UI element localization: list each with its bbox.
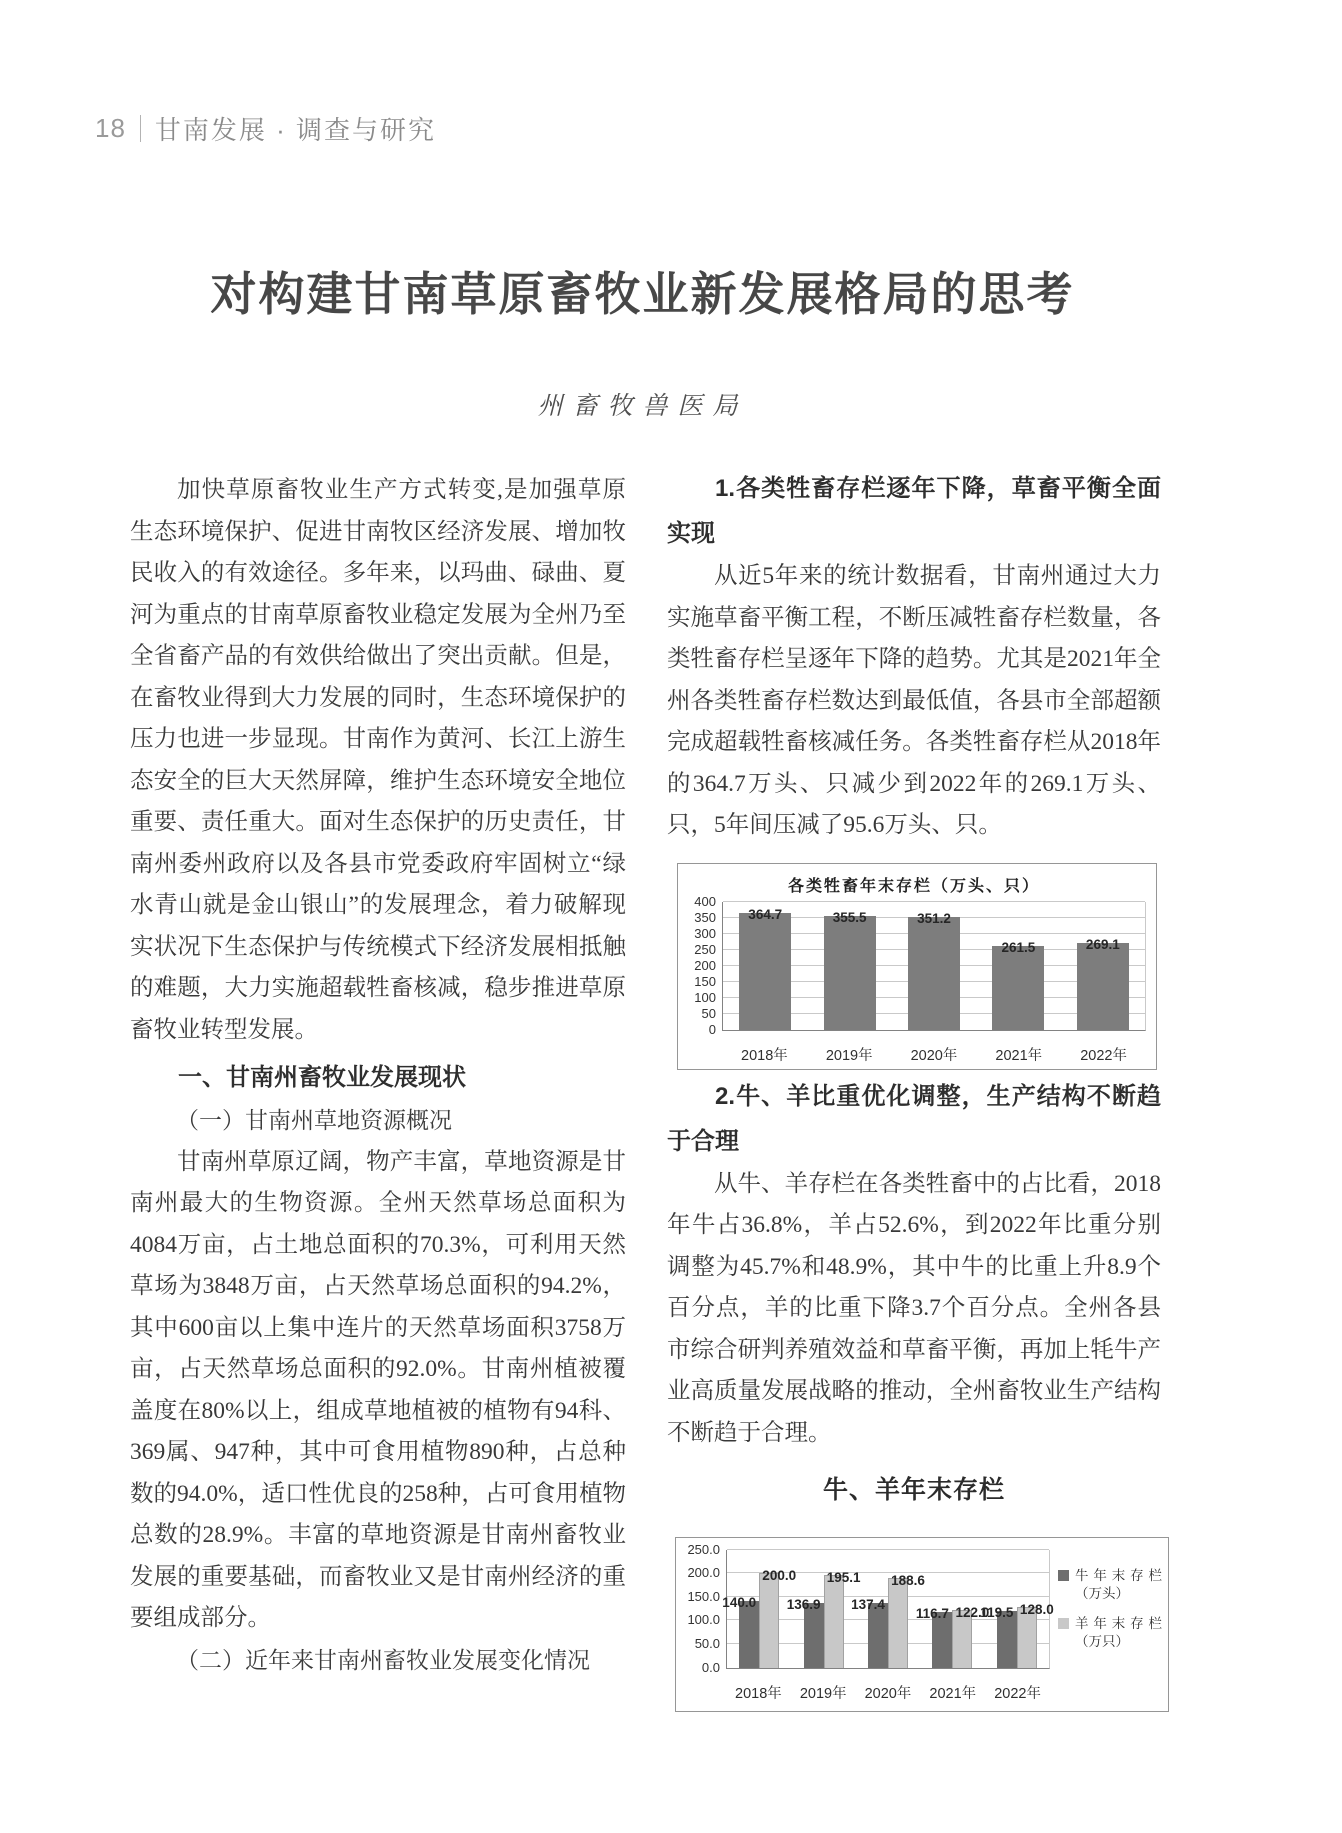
numbered-heading-1: 1.各类牲畜存栏逐年下降，草畜平衡全面实现	[667, 475, 1161, 547]
category-cell	[980, 1550, 1054, 1668]
category-cell	[1061, 902, 1145, 1030]
bar-value-label: 116.7	[915, 1606, 949, 1622]
y-axis-tick-label: 150	[694, 973, 716, 989]
x-axis	[722, 1031, 1146, 1078]
legend-item	[1058, 1615, 1162, 1651]
category-cell	[722, 1550, 797, 1668]
x-axis-label: 2019年	[799, 1685, 847, 1702]
y-axis-tick-label: 200	[694, 957, 716, 973]
bar	[980, 1605, 1017, 1667]
bar-value-label: 128.0	[1019, 1602, 1054, 1618]
cattle-sheep-bar-chart	[675, 1537, 1169, 1712]
paragraph: 甘南州草原辽阔，物产丰富，草地资源是甘南州最大的生物资源。全州天然草场总面积为4084万亩，占土地总面积的70.3%，可利用天然草场为3848万亩，占天然草场总面积的94.2%，其中600亩以上集中连片的天然草场面积3758万亩，占天然草场总面积的92.0%。甘南州植被覆盖度在80%以上，组成草地植被的植物有94科、369属、947种，其中可食用植物890种，占总种数的94.0%，适口性优良的258种，占可食用植物总数的28.9%。丰富的草地资源是甘南州畜牧业发展的重要基础，而畜牧业又是甘南州经济的重要组成部分。	[130, 1148, 626, 1631]
bar-value-label: 188.6	[891, 1573, 925, 1589]
bar	[739, 906, 791, 1030]
chart-plot-region	[680, 1541, 1162, 1675]
y-axis-tick-label: 400	[694, 893, 716, 909]
article-title: 对构建甘南草原畜牧业新发展格局的思考	[210, 269, 1075, 320]
bar-value-label: 122.0	[955, 1604, 990, 1620]
y-axis-tick-label: 50	[701, 1005, 716, 1021]
legend-label: 羊年末存栏（万只）	[1075, 1616, 1162, 1649]
legend-item	[1058, 1567, 1162, 1603]
category-cell	[892, 902, 976, 1030]
left-column	[130, 462, 626, 1681]
bar	[851, 1596, 888, 1668]
bar-value-label: 137.4	[851, 1596, 885, 1612]
paragraph: 加快草原畜牧业生产方式转变,是加强草原生态环境保护、促进甘南牧区经济发展、增加牧民收入的有效途径。多年来，以玛曲、碌曲、夏河为重点的甘南草原畜牧业稳定发展为全州乃至全省畜产品的有效供给做出了突出贡献。但是，在畜牧业得到大力发展的同时，生态环境保护的压力也进一步显现。甘南作为黄河、长江上游生态安全的巨大天然屏障，维护生态环境安全地位重要、责任重大。面对生态保护的历史责任，甘南州委州政府以及各县市党委政府牢固树立“绿水青山就是金山银山”的发展理念，着力破解现实状况下生态保护与传统模式下经济发展相抵触的难题，大力实施超载牲畜核减，稳步推进草原畜牧业转型发展。	[130, 477, 626, 1043]
category-cell	[786, 1550, 861, 1668]
header-divider	[140, 115, 141, 142]
article-author: 州畜牧兽医局	[537, 393, 748, 420]
y-axis-tick-label: 350	[694, 909, 716, 925]
bar-value-label: 119.5	[980, 1605, 1014, 1621]
axis-spacer	[682, 1031, 722, 1078]
x-axis-label: 2020年	[910, 1047, 958, 1064]
x-axis-label: 2022年	[1080, 1047, 1127, 1064]
chart2-heading: 牛、羊年末存栏	[822, 1476, 1005, 1504]
y-axis-tick-label: 200.0	[687, 1565, 720, 1581]
bar-value-label: 364.7	[748, 906, 783, 922]
category-cell	[807, 902, 891, 1030]
livestock-total-bar-chart	[677, 863, 1157, 1070]
y-axis-tick-label: 0.0	[701, 1659, 720, 1675]
bar-value-label: 269.1	[1085, 937, 1120, 953]
y-axis-tick-label: 250	[694, 941, 716, 957]
bar-value-label: 195.1	[826, 1570, 861, 1586]
bar-cells	[722, 1550, 1054, 1668]
bar-value-label: 200.0	[762, 1568, 797, 1584]
x-axis-row	[680, 1669, 1162, 1716]
bar	[992, 939, 1044, 1030]
category-cell	[976, 902, 1060, 1030]
chart-legend	[1050, 1550, 1162, 1669]
category-cell	[915, 1550, 990, 1668]
bar	[759, 1568, 797, 1667]
page-header	[95, 110, 436, 147]
subsection-heading-1: （一）甘南州草地资源概况	[176, 1107, 452, 1133]
x-axis-label: 2019年	[825, 1047, 873, 1064]
bar	[908, 911, 960, 1029]
numbered-heading-2: 2.牛、羊比重优化调整，生产结构不断趋于合理	[667, 1082, 1161, 1155]
x-axis-label: 2018年	[735, 1685, 782, 1702]
journal-name: 甘南发展 · 调查与研究	[154, 115, 437, 145]
category-cell	[851, 1550, 925, 1668]
legend-swatch	[1058, 1570, 1069, 1581]
bar	[722, 1595, 759, 1667]
x-axis-label: 2020年	[864, 1685, 912, 1702]
y-axis	[682, 893, 722, 1037]
plot-area	[722, 902, 1146, 1031]
legend-swatch	[1058, 1618, 1069, 1629]
x-axis-label: 2018年	[741, 1047, 788, 1064]
y-axis-tick-label: 100.0	[687, 1612, 720, 1628]
bar-value-label: 261.5	[1001, 939, 1036, 955]
y-axis-tick-label: 300	[694, 925, 716, 941]
bar-value-label: 355.5	[832, 909, 867, 925]
bar	[1017, 1602, 1054, 1667]
y-axis-tick-label: 150.0	[687, 1588, 720, 1604]
x-axis-row	[682, 1031, 1146, 1078]
bar-cells	[723, 902, 1145, 1030]
x-axis-label: 2021年	[929, 1685, 977, 1702]
legend-spacer	[1050, 1669, 1162, 1716]
paragraph: 从牛、羊存栏在各类牲畜中的占比看，2018年牛占36.8%，羊占52.6%，到2022年比重分别调整为45.7%和48.9%，其中牛的比重上升8.9个百分点，羊的比重下降3.7个百分点。全州各县市综合研判养殖效益和草畜平衡，再加上牦牛产业高质量发展战略的推动，全州畜牧业生产结构不断趋于合理。	[667, 1170, 1161, 1446]
y-axis-tick-label: 0	[708, 1021, 716, 1037]
paragraph: 从近5年来的统计数据看，甘南州通过大力实施草畜平衡工程，不断压减牲畜存栏数量，各类牲畜存栏呈逐年下降的趋势。尤其是2021年全州各类牲畜存栏数达到最低值，各县市全部超额完成超载牲畜核减任务。各类牲畜存栏从2018年的364.7万头、只减少到2022年的269.1万头、只，5年间压减了95.6万头、只。	[667, 563, 1161, 838]
page-number: 18	[95, 113, 126, 143]
bar	[824, 1570, 861, 1667]
x-axis	[726, 1669, 1050, 1716]
category-cell	[723, 902, 807, 1030]
bar	[824, 909, 876, 1030]
chart-title: 各类牲畜年末存栏（万头、只）	[787, 877, 1040, 895]
x-axis-label: 2021年	[995, 1047, 1043, 1064]
bar-value-label: 136.9	[786, 1596, 821, 1612]
subsection-heading-2: （二）近年来甘南州畜牧业发展变化情况	[176, 1646, 590, 1673]
right-column	[667, 462, 1161, 1712]
bar	[915, 1606, 952, 1667]
y-axis	[680, 1541, 726, 1675]
bar-value-label: 140.0	[722, 1595, 757, 1611]
bar	[952, 1604, 990, 1668]
bar-value-label: 351.2	[917, 911, 951, 927]
bar	[888, 1573, 925, 1667]
x-axis-label: 2022年	[994, 1685, 1041, 1702]
plot-area	[722, 1550, 1054, 1669]
y-axis-tick-label: 50.0	[694, 1635, 720, 1651]
chart-plot-region	[682, 893, 1146, 1037]
bar	[1077, 937, 1129, 1029]
legend-label: 牛年末存栏（万头）	[1075, 1568, 1162, 1601]
y-axis-tick-label: 250.0	[687, 1541, 720, 1557]
bar	[786, 1596, 824, 1668]
section-heading-1: 一、甘南州畜牧业发展现状	[178, 1064, 466, 1091]
y-axis-tick-label: 100	[694, 989, 716, 1005]
